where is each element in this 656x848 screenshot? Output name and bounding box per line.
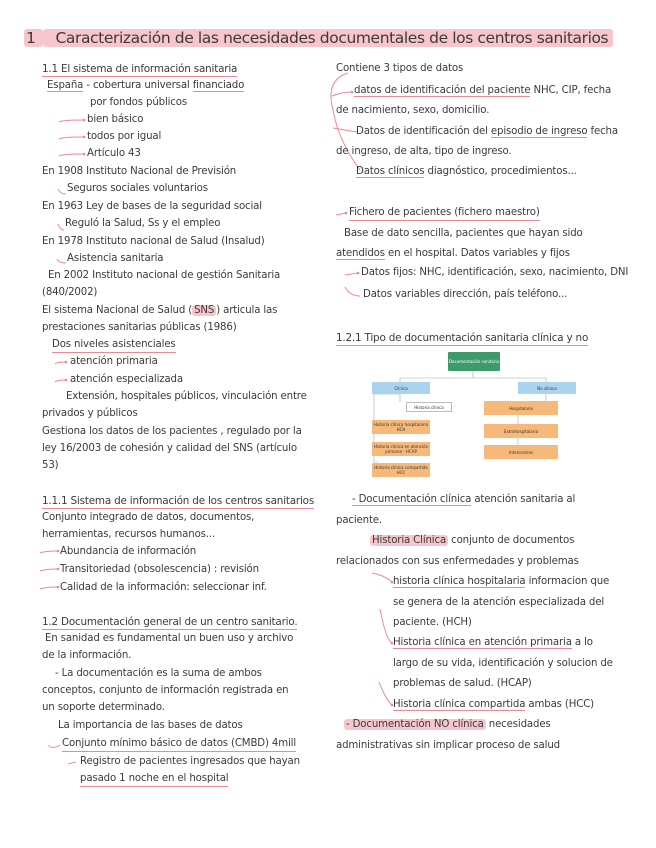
hcap-line (393, 636, 593, 650)
diagram-hcap: Historia clínica en atención primaria - HCAP (373, 444, 429, 454)
history-1908: En 1908 Instituto Nacional de Previsión (42, 166, 237, 177)
section-1-2-title: 1.2 Documentación general de un centro sanitario. (42, 616, 298, 628)
title-number: 1 (24, 29, 43, 47)
datos-item-2-cont: de ingreso, de alta, tipo de ingreso. (336, 146, 512, 157)
section-1-1-title: 1.1 El sistema de información sanitaria (42, 63, 238, 75)
documentacion-text: un soporte determinado. (42, 702, 165, 713)
dato-label: Datos de identificación del (356, 126, 491, 137)
base-text-2 (336, 247, 570, 261)
documentacion-text: - La documentación es la suma de ambos (55, 668, 262, 679)
espana-item: Artículo 43 (87, 148, 141, 159)
datos-item-1 (354, 84, 611, 98)
diagram-clinica: Clínica (372, 382, 430, 394)
espana-line (47, 79, 244, 93)
sns-highlight: SNS (194, 305, 215, 316)
gestiona-text: 53) (42, 460, 59, 471)
caracteristica-item: Transitoriedad (obsolescencia) : revisión (60, 564, 259, 575)
hcap-cont: largo de su vida, identificación y solucion de (393, 658, 613, 669)
cmbd-text: Conjunto mínimo básico de datos (CMBD) 4mill (62, 737, 296, 752)
regulo-text: Reguló la Salud, Ss y el empleo (65, 218, 221, 229)
datos-variables: Datos variables dirección, país teléfono... (363, 289, 568, 300)
sns-suffix: ) articula las (216, 305, 278, 316)
hcap-cont: problemas de salud. (HCAP) (393, 678, 532, 689)
conjunto-text: herramientas, recursos humanos... (42, 529, 216, 540)
fondos-text: por fondos públicos (90, 97, 187, 108)
espana-item: bien básico (87, 114, 144, 125)
extension-text: Extensión, hospitales públicos, vinculación entre (66, 391, 307, 402)
asistencia-text: Asistencia sanitaria (67, 253, 164, 264)
registro-text: Registro de pacientes ingresados que hayan (80, 756, 300, 767)
espana-item: todos por igual (87, 131, 162, 142)
hcap-label: Historia clínica en atención primaria (393, 637, 572, 648)
datos-fijos: Datos fijos: NHC, identificación, sexo, nacimiento, DNI (361, 267, 629, 278)
page-title (24, 29, 613, 47)
sns-line (42, 304, 277, 318)
conjunto-text: Conjunto integrado de datos, documentos, (42, 512, 255, 523)
hch-cont: se genera de la atención especializada del (393, 597, 604, 608)
dato-label-ul: episodio de ingreso (490, 126, 588, 137)
gestiona-text: ley 16/2003 de cohesión y calidad del SNS (artículo (42, 443, 298, 454)
doc-clinica-cont: paciente. (336, 515, 383, 526)
registro-text: pasado 1 noche en el hospital (80, 772, 228, 787)
hch-line (393, 575, 609, 589)
hc-line (370, 534, 574, 548)
documentacion-text: conceptos, conjunto de información registrada en (42, 685, 289, 696)
nivel-item: atención especializada (70, 374, 183, 385)
doc-clinica-line (352, 493, 575, 507)
section-1-1-1-title: 1.1.1 Sistema de información de los centros sanitarios (42, 495, 315, 507)
doc-no-clinica-cont: administrativas sin implicar proceso de salud (336, 740, 560, 751)
diagram-root: Documentación sanitaria (448, 352, 500, 371)
history-1978: En 1978 Instituto nacional de Salud (Insalud) (42, 236, 265, 247)
title-text: Caracterización de las necesidades documentales de los centros sanitarios (43, 29, 613, 47)
datos-item-3 (356, 165, 577, 179)
history-2002: En 2002 Instituto nacional de gestión Sanitaria (48, 270, 281, 281)
diagram-hcc: Historia clínica compartida HCC (372, 463, 430, 477)
dato-detail: diagnóstico, procedimientos... (424, 166, 577, 177)
gestiona-text: Gestiona los datos de los pacientes , regulado por la (42, 426, 302, 437)
importancia-text: La importancia de las bases de datos (58, 720, 243, 731)
hc-related: relacionados con sus enfermedades y problemas (336, 556, 579, 567)
diagram-hch: Historia clínica hospitalaria HCH (373, 422, 429, 432)
sns-prefix: El sistema Nacional de Salud ( (42, 305, 193, 316)
dato-label: Datos clínicos (356, 166, 425, 177)
hcc-label: Historia clínica compartida (393, 699, 526, 710)
hc-label: Historia Clínica (372, 535, 447, 546)
sanidad-text: En sanidad es fundamental un buen uso y archivo (45, 633, 294, 644)
diagram-extrahospitalaria: Extrahospitalaria (484, 424, 558, 438)
nivel-item: atención primaria (70, 356, 158, 367)
diagram-hospitalaria: Hospitalaria (484, 401, 558, 415)
hcc-rest: ambas (HCC) (525, 699, 595, 710)
fichero-heading: Fichero de pacientes (fichero maestro) (349, 206, 540, 221)
datos-item-1-cont: de nacimiento, sexo, domicilio. (336, 105, 490, 116)
hcc-line (393, 698, 594, 712)
base-text: Base de dato sencilla, pacientes que hayan sido (344, 228, 583, 239)
doc-no-clinica-rest: necesidades (485, 719, 551, 730)
caracteristica-item: Abundancia de información (60, 546, 197, 557)
diagram-hc: Historia clínica (406, 402, 452, 412)
hch-cont: paciente. (HCH) (393, 617, 472, 628)
niveles-heading: Dos niveles asistenciales (52, 338, 176, 353)
base-rest: en el hospital. Datos variables y fijos (384, 248, 570, 259)
dato-detail: fecha (587, 126, 618, 137)
hch-label: historia clínica hospitalaria (393, 576, 526, 587)
history-2002-ref: (840/2002) (42, 287, 98, 298)
espana-rest: - cobertura universal (83, 80, 193, 91)
extension-text: privados y públicos (42, 408, 138, 419)
doc-no-clinica-line (344, 718, 551, 732)
datos-item-2 (356, 125, 618, 139)
financiado-label: financiado (192, 80, 245, 91)
dato-detail: NHC, CIP, fecha (530, 85, 612, 96)
hcap-rest: a lo (571, 637, 593, 648)
prestaciones-text: prestaciones sanitarias públicas (1986) (42, 322, 237, 333)
doc-clinica-label: - Documentación clínica (352, 494, 472, 505)
section-1-2-1-title: 1.2.1 Tipo de documentación sanitaria clínica y no (336, 332, 589, 344)
espana-label: España (47, 80, 84, 91)
diagram-noclinica: No clínica (518, 382, 576, 394)
dato-label: datos de identificación del paciente (354, 85, 531, 96)
hc-rest: conjunto de documentos (448, 535, 575, 546)
hch-rest: informacion que (525, 576, 610, 587)
history-1963: En 1963 Ley de bases de la seguridad social (42, 201, 262, 212)
seguros-text: Seguros sociales voluntarios (67, 183, 208, 194)
doc-clinica-rest: atención sanitaria al (471, 494, 576, 505)
caracteristica-item: Calidad de la información: seleccionar inf. (60, 582, 267, 593)
diagram-intercentros: Intercentros (484, 445, 558, 459)
sanidad-text: de la información. (42, 650, 132, 661)
atendidos-label: atendidos (336, 248, 385, 259)
contiene-text: Contiene 3 tipos de datos (336, 63, 464, 74)
doc-no-clinica-label: - Documentación NO clínica (346, 719, 484, 730)
